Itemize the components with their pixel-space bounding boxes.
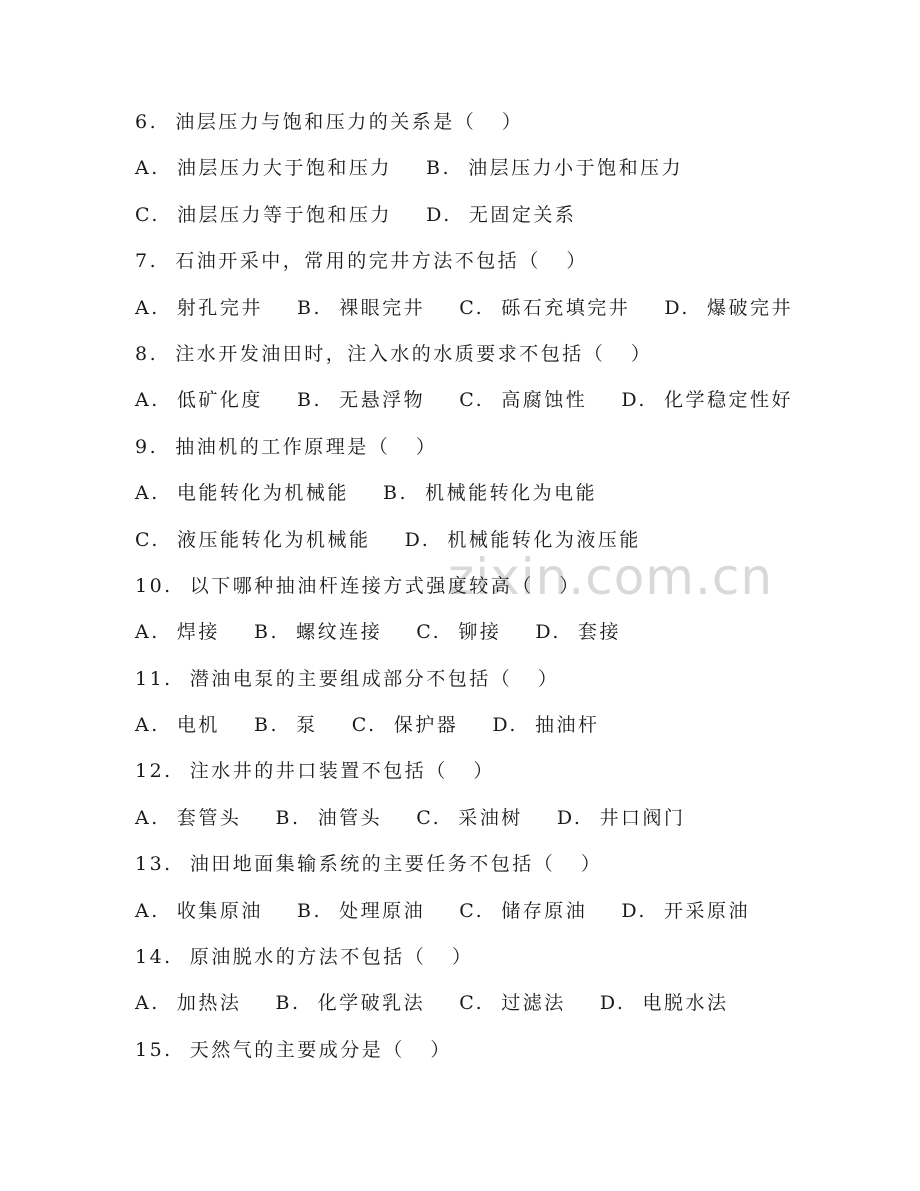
question-11-options-line-1: A. 电机 B. 泵 C. 保护器 D. 抽油杆 bbox=[135, 714, 600, 737]
question-10-text: 10. 以下哪种抽油杆连接方式强度较高（ ） bbox=[135, 574, 581, 597]
question-12-options-line-1: A. 套管头 B. 油管头 C. 采油树 D. 井口阀门 bbox=[135, 806, 686, 829]
question-10-options-line-1: A. 焊接 B. 螺纹连接 C. 铆接 D. 套接 bbox=[135, 621, 622, 644]
question-13-options-line-1: A. 收集原油 B. 处理原油 C. 储存原油 D. 开采原油 bbox=[135, 899, 751, 922]
question-7-text: 7. 石油开采中，常用的完井方法不包括（ ） bbox=[135, 250, 588, 273]
watermark: zixin.com.cn bbox=[448, 548, 774, 606]
question-7-options-line-1: A. 射孔完井 B. 裸眼完井 C. 砾石充填完井 D. 爆破完井 bbox=[135, 296, 794, 319]
question-14-text: 14. 原油脱水的方法不包括（ ） bbox=[135, 946, 474, 969]
question-13-text: 13. 油田地面集输系统的主要任务不包括（ ） bbox=[135, 853, 603, 876]
question-12-text: 12. 注水井的井口装置不包括（ ） bbox=[135, 760, 495, 783]
question-9-options-line-2: C. 液压能转化为机械能 D. 机械能转化为液压能 bbox=[135, 528, 641, 551]
question-9-options-line-1: A. 电能转化为机械能 B. 机械能转化为电能 bbox=[135, 482, 598, 505]
question-list bbox=[135, 104, 875, 1078]
question-9-text: 9. 抽油机的工作原理是（ ） bbox=[135, 435, 438, 458]
question-11-text: 11. 潜油电泵的主要组成部分不包括（ ） bbox=[135, 667, 560, 690]
question-6-options-line-2: C. 油层压力等于饱和压力 D. 无固定关系 bbox=[135, 203, 577, 226]
question-14-options-line-1: A. 加热法 B. 化学破乳法 C. 过滤法 D. 电脱水法 bbox=[135, 992, 729, 1015]
question-8-options-line-1: A. 低矿化度 B. 无悬浮物 C. 高腐蚀性 D. 化学稳定性好 bbox=[135, 389, 794, 412]
question-6-text: 6. 油层压力与饱和压力的关系是（ ） bbox=[135, 111, 524, 133]
question-6-options-line-1: A. 油层压力大于饱和压力 B. 油层压力小于饱和压力 bbox=[135, 157, 684, 180]
question-8-text: 8. 注水开发油田时，注入水的水质要求不包括（ ） bbox=[135, 342, 653, 365]
question-15-text: 15. 天然气的主要成分是（ ） bbox=[135, 1038, 452, 1061]
